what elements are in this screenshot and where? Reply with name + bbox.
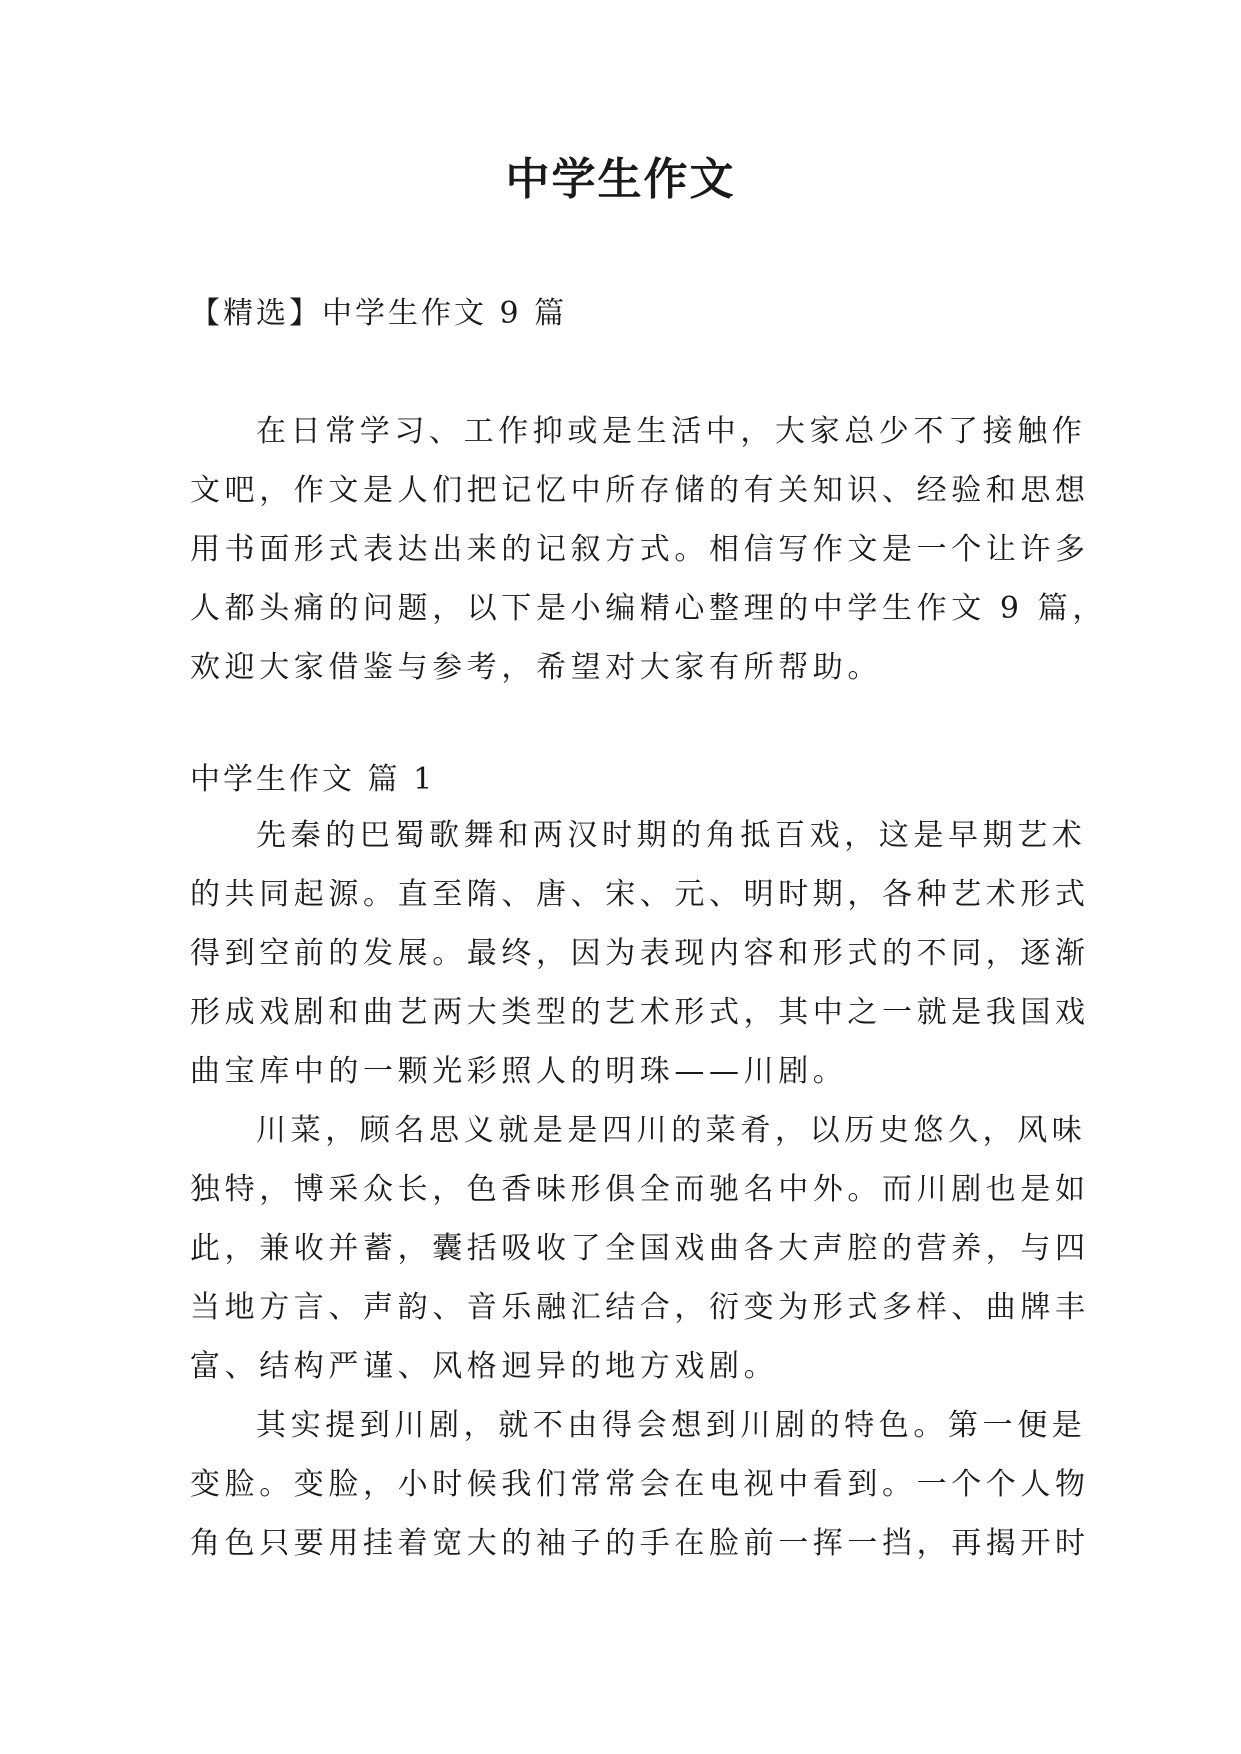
text-line: 川菜，顾名思义就是是四川的菜肴，以历史悠久，风味: [256, 1113, 1087, 1148]
text-line: 独特，博采众长，色香味形俱全而驰名中外。而川剧也是如: [190, 1172, 1090, 1207]
text-line: 角色只要用挂着宽大的袖子的手在脸前一挥一挡，再揭开时: [190, 1526, 1090, 1561]
text-line: 当地方言、声韵、音乐融汇结合，衍变为形式多样、曲牌丰: [190, 1290, 1090, 1325]
text-line: 此，兼收并蓄，囊括吸收了全国戏曲各大声腔的营养，与四: [190, 1231, 1090, 1266]
text-line: 在日常学习、工作抑或是生活中，大家总少不了接触作: [256, 414, 1087, 449]
text-line: 得到空前的发展。最终，因为表现内容和形式的不同，逐渐: [190, 936, 1090, 971]
intro-paragraph: [190, 402, 1107, 697]
text-line: 富、结构严谨、风格迥异的地方戏剧。: [190, 1349, 779, 1384]
text-line: 用书面形式表达出来的记叙方式。相信写作文是一个让许多: [190, 532, 1090, 567]
section-body: [190, 806, 1090, 1573]
text-line: 先秦的巴蜀歌舞和两汉时期的角抵百戏，这是早期艺术: [256, 818, 1087, 853]
text-line: 文吧，作文是人们把记忆中所存储的有关知识、经验和思想: [190, 473, 1090, 508]
document-subtitle: 【精选】中学生作文 9 篇: [190, 296, 568, 331]
text-line: 人都头痛的问题，以下是小编精心整理的中学生作文 9 篇，: [190, 591, 1107, 626]
text-line: 的共同起源。直至隋、唐、宋、元、明时期，各种艺术形式: [190, 877, 1090, 912]
section-heading: 中学生作文 篇 1: [190, 762, 436, 797]
text-line: 变脸。变脸，小时候我们常常会在电视中看到。一个个人物: [190, 1467, 1090, 1502]
text-line: 曲宝库中的一颗光彩照人的明珠——川剧。: [190, 1054, 848, 1089]
text-line: 其实提到川剧，就不由得会想到川剧的特色。第一便是: [256, 1408, 1087, 1443]
text-line: 形成戏剧和曲艺两大类型的艺术形式，其中之一就是我国戏: [190, 995, 1090, 1030]
document-title: 中学生作文: [505, 154, 736, 205]
text-line: 欢迎大家借鉴与参考，希望对大家有所帮助。: [190, 650, 882, 685]
